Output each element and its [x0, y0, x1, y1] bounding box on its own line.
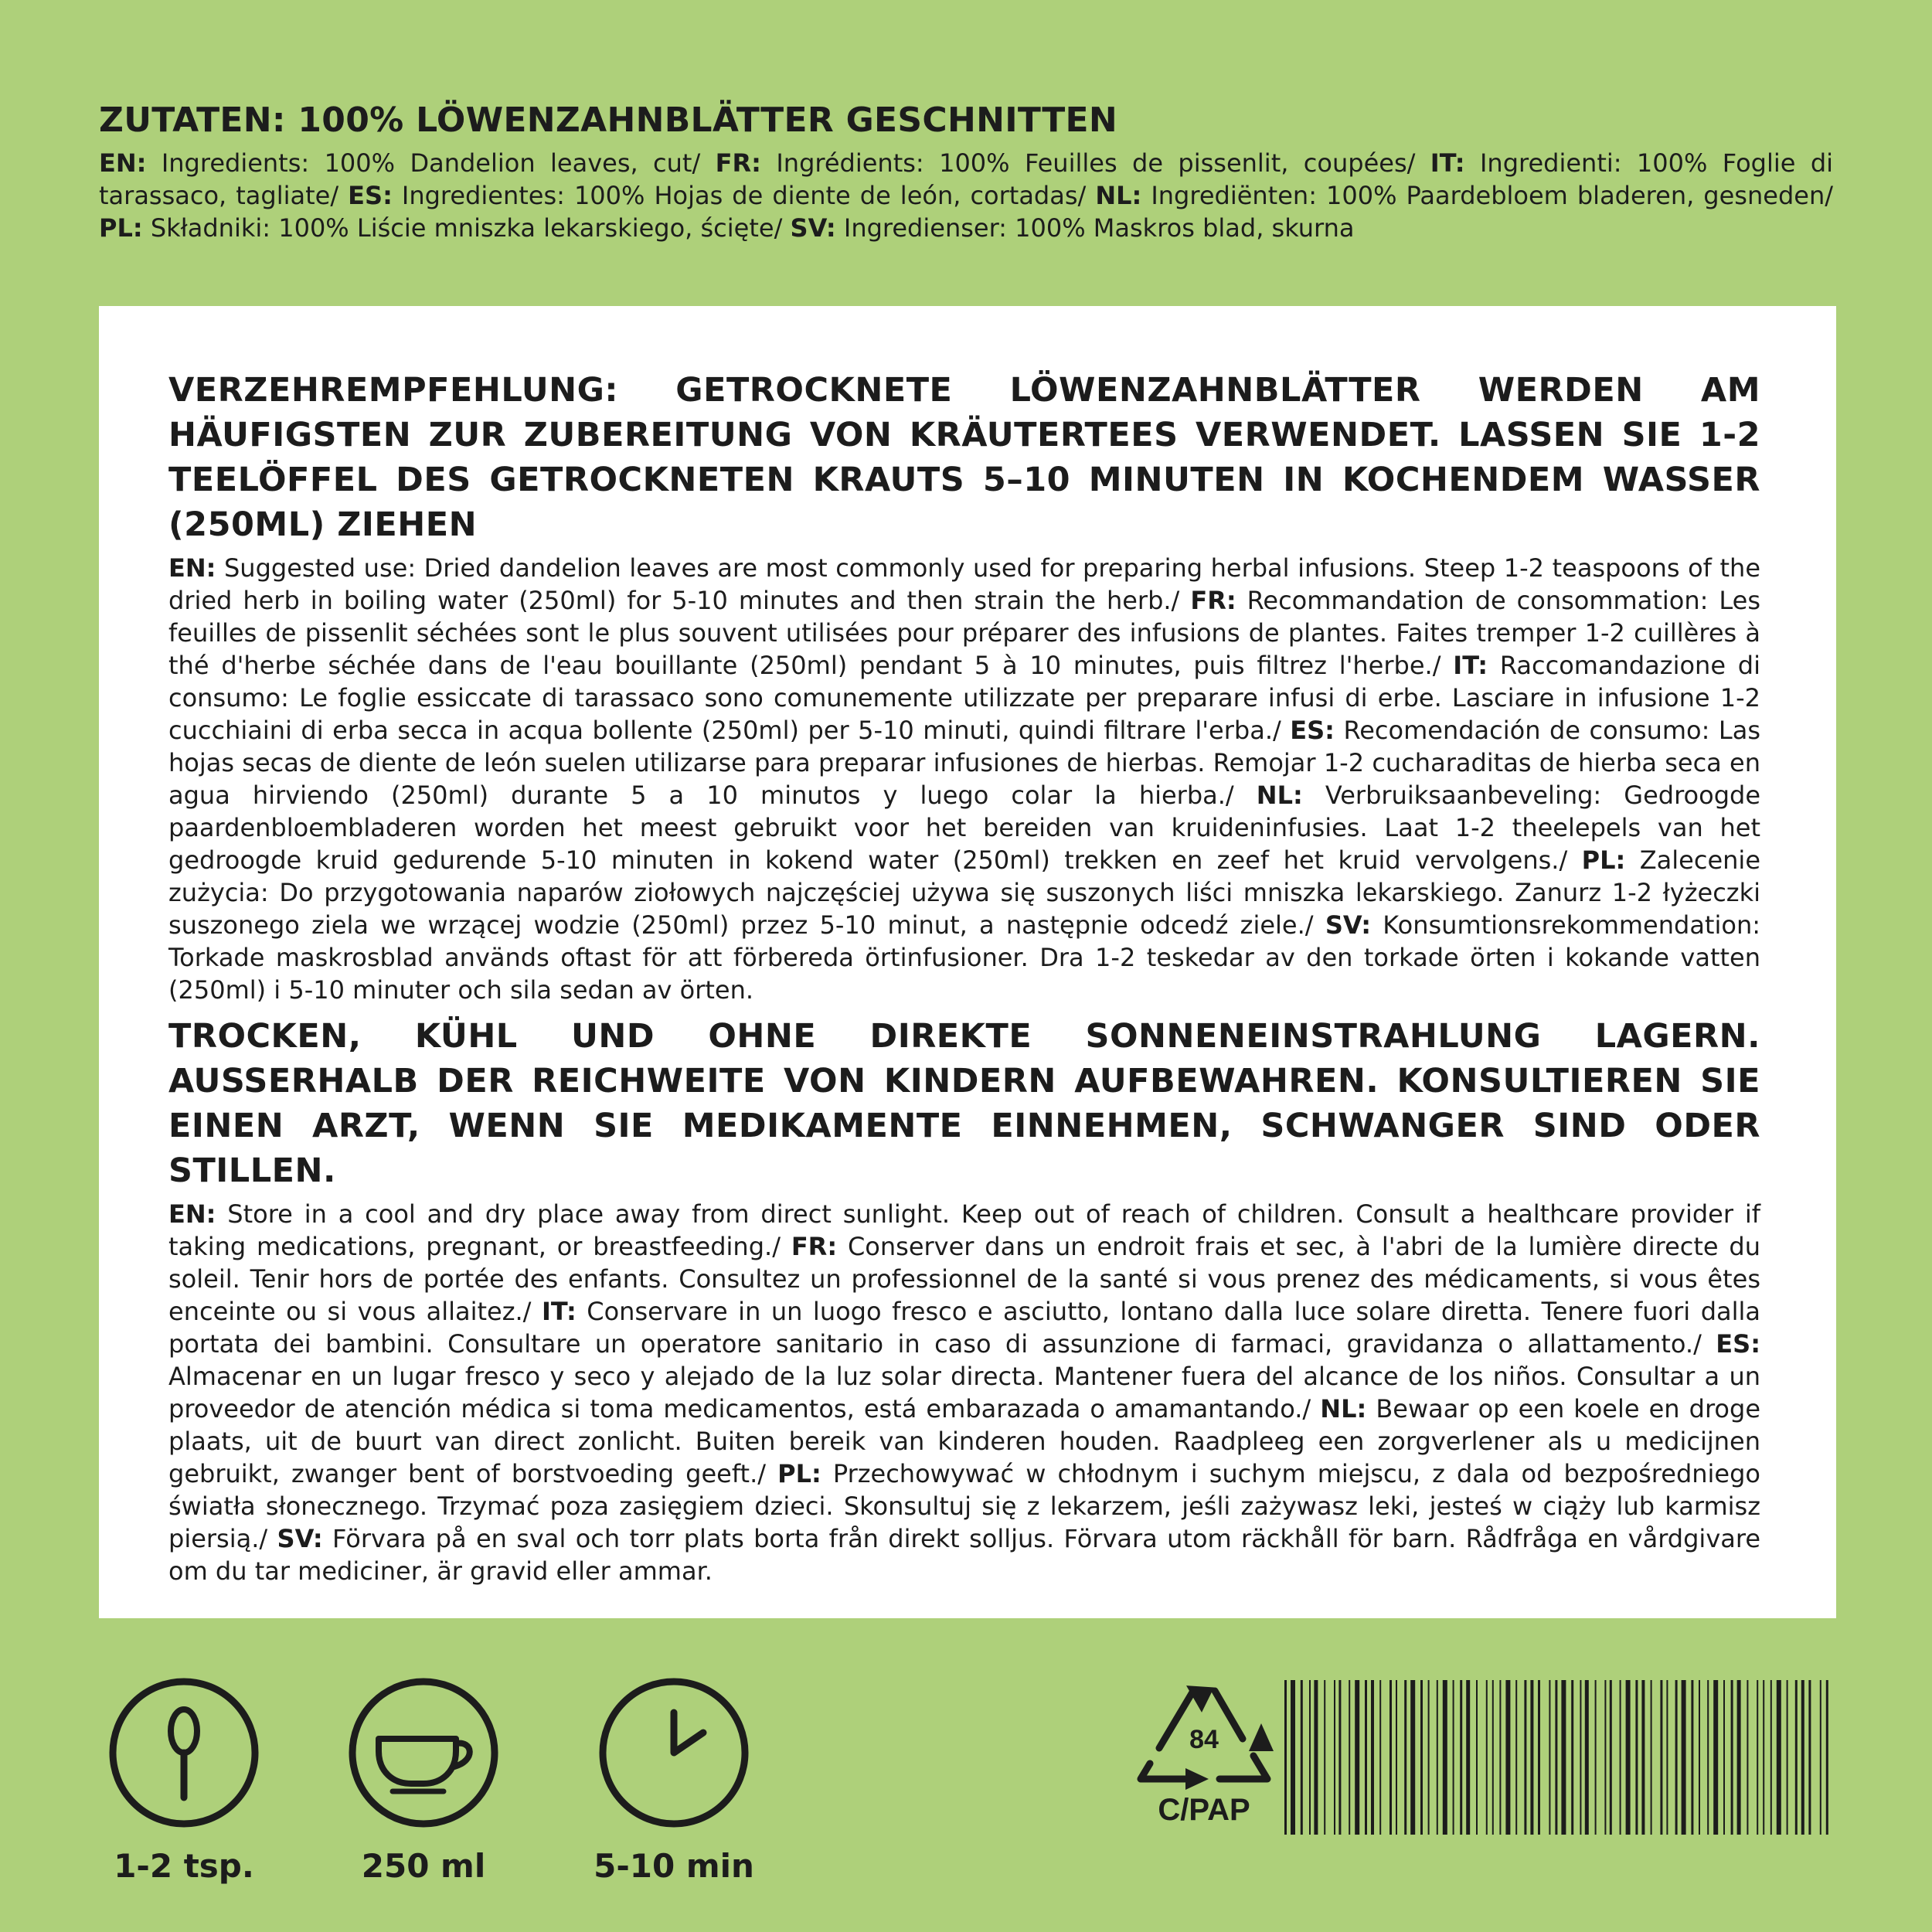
storage-section — [168, 1014, 1760, 1587]
translation-text: Ingredients: 100% Dandelion leaves, cut/ — [146, 148, 716, 178]
barcode-bar — [1777, 1680, 1781, 1835]
translation-text: Ingredienti: 100% Foglie di tarassaco, tagliate/ — [99, 148, 1834, 210]
barcode-bar — [1324, 1680, 1325, 1835]
barcode-bar — [1505, 1680, 1510, 1835]
barcode-bar — [1338, 1680, 1341, 1835]
time-item — [589, 1675, 759, 1885]
barcode-bar — [1595, 1680, 1597, 1835]
barcode-bar — [1420, 1680, 1423, 1835]
barcode-bar — [1610, 1680, 1612, 1835]
language-code: ES: — [1716, 1329, 1760, 1359]
translation-text: Składniki: 100% Liście mniszka lekarskiego, ścięte/ — [142, 213, 791, 243]
translation-text: Raccomandazione di consumo: Le foglie essiccate di tarassaco sono comunemente utilizzate per preparare infusi di erbe. Lasciare in infusione 1-2 cucchiaini di erba secca in acqua bollente (250ml) per 5-10 minuti, quindi filtrare l'erba./ — [168, 651, 1761, 745]
barcode-bar — [1371, 1680, 1374, 1835]
barcode-bar — [1660, 1680, 1662, 1835]
volume-label: 250 ml — [361, 1847, 486, 1885]
storage-title: TROCKEN, KÜHL UND OHNE DIREKTE SONNENEINSTRAHLUNG LAGERN. AUSSERHALB DER REICHWEITE VON KINDERN AUFBEWAHREN. KONSULTIEREN SIE EINEN ARZT, WENN SIE MEDIKAMENTE EINNEHMEN, SCHWANGER SIND ODER STILLEN. — [168, 1017, 1760, 1190]
barcode-bar — [1453, 1680, 1454, 1835]
barcode-bar — [1666, 1680, 1668, 1835]
barcode-bar — [1561, 1680, 1566, 1835]
barcode-bar — [1437, 1680, 1438, 1835]
barcode-bar — [1355, 1680, 1359, 1835]
barcode-bar — [1757, 1680, 1758, 1835]
translation-text: Conserver dans un endroit frais et sec, à l'abri de la lumière directe du soleil. Tenir hors de portée des enfants. Consultez un professionnel de la santé si vous prenez des médicaments, si vous êtes enceinte ou si vous allaitez./ — [168, 1232, 1761, 1326]
translation-text: Suggested use: Dried dandelion leaves are most commonly used for preparing herbal infusions. Steep 1-2 teaspoons of the dried herb in boiling water (250ml) for 5-10 minutes and then strain the herb./ — [168, 553, 1760, 615]
language-code: NL: — [1095, 181, 1142, 210]
barcode-bar — [1713, 1680, 1718, 1835]
language-code: FR: — [1190, 586, 1236, 615]
translation-text: Konsumtionsrekommendation: Torkade maskrosblad används oftast för att förbereda örtinfusioner. Dra 1-2 teskedar av den torkade örten i kokande vatten (250ml) i 5-10 minuter och sila sedan av örten. — [168, 910, 1761, 1005]
time-label: 5-10 min — [594, 1847, 754, 1885]
language-code: PL: — [1581, 845, 1626, 875]
language-code: FR: — [791, 1232, 838, 1261]
barcode-bar — [1820, 1680, 1821, 1835]
barcode-bar — [1379, 1680, 1381, 1835]
barcode-bar — [1795, 1680, 1798, 1835]
barcode-bar — [1309, 1680, 1311, 1835]
recycling-symbol — [1111, 1677, 1297, 1832]
translation-text: Almacenar en un lugar fresco y seco y alejado de la luz solar directa. Mantener fuera del alcance de los niños. Consultar a un proveedor de atención médica si toma medicamentos, está embarazada o amamantando./ — [168, 1362, 1760, 1423]
barcode-bar — [1365, 1680, 1367, 1835]
cup-icon — [346, 1675, 501, 1830]
language-code: ES: — [348, 181, 393, 210]
barcode-bar — [1635, 1680, 1638, 1835]
language-code: EN: — [99, 148, 147, 178]
barcode-bar — [1731, 1680, 1733, 1835]
barcode-bar — [1334, 1680, 1335, 1835]
barcode-bar — [1682, 1680, 1686, 1835]
ingredients-title: ZUTATEN: 100% LÖWENZAHNBLÄTTER GESCHNITTEN — [99, 100, 1118, 140]
ingredients-section — [99, 97, 1833, 244]
barcode-bar — [1626, 1680, 1631, 1835]
language-code: PL: — [99, 213, 143, 243]
barcode-bar — [1770, 1680, 1772, 1835]
translation-text: Ingrediënten: 100% Paardebloem bladeren, gesneden/ — [1141, 181, 1834, 210]
language-code: PL: — [777, 1459, 821, 1488]
barcode-bar — [1604, 1680, 1606, 1835]
storage-translations — [168, 1198, 1760, 1587]
barcode-bar — [1620, 1680, 1621, 1835]
translation-text: Bewaar op een koele en droge plaats, uit de buurt van direct zonlicht. Buiten bereik van kinderen houden. Raadpleeg een zorgverlener als u medicijnen gebruikt, zwanger bent of borstvoeding geeft./ — [168, 1394, 1760, 1488]
translation-text: Förvara på en sval och torr plats borta från direkt solljus. Förvara utom räckhåll för barn. Rådfråga en vårdgivare om du tar mediciner, är gravid eller ammar. — [168, 1524, 1761, 1586]
translation-text: Zalecenie zużycia: Do przygotowania naparów ziołowych najczęściej używa się suszonych liści mniszka lekarskiego. Zanurz 1-2 łyżeczki suszonego ziela we wrzącej wodzie (250ml) przez 5-10 minut, a następnie odcedź ziele./ — [168, 845, 1761, 940]
barcode-bar — [1555, 1680, 1557, 1835]
translation-text: Ingredienser: 100% Maskros blad, skurna — [835, 213, 1355, 243]
barcode-bar — [1314, 1680, 1318, 1835]
recycling-number: 84 — [1189, 1725, 1219, 1754]
barcode-bar — [1691, 1680, 1693, 1835]
barcode-bar — [1549, 1680, 1550, 1835]
barcode-bar — [1530, 1680, 1533, 1835]
translation-text: Ingrédients: 100% Feuilles de pissenlit, coupées/ — [760, 148, 1430, 178]
volume-item — [338, 1675, 509, 1885]
language-code: IT: — [1430, 148, 1465, 178]
barcode-bar — [1585, 1680, 1589, 1835]
barcode-bar — [1349, 1680, 1350, 1835]
barcode-bar — [1801, 1680, 1804, 1835]
barcode-bar — [1787, 1680, 1788, 1835]
barcode-bar — [1524, 1680, 1526, 1835]
barcode-bar — [1515, 1680, 1517, 1835]
barcode-bar — [1763, 1680, 1764, 1835]
language-code: EN: — [168, 553, 216, 583]
recycling-code: C/PAP — [1158, 1793, 1250, 1827]
barcode-bar — [1428, 1680, 1430, 1835]
barcode-bar — [1747, 1680, 1748, 1835]
language-code: EN: — [168, 1199, 216, 1229]
barcode-bar — [1571, 1680, 1573, 1835]
language-code: IT: — [1453, 651, 1488, 680]
barcode-bar — [1826, 1680, 1828, 1835]
barcode-bar — [1580, 1680, 1581, 1835]
usage-section — [168, 368, 1760, 1006]
barcode-bar — [1699, 1680, 1700, 1835]
language-code: NL: — [1320, 1394, 1367, 1423]
barcode-bar — [1707, 1680, 1709, 1835]
barcode-bar — [1284, 1680, 1287, 1835]
barcode-bar — [1737, 1680, 1741, 1835]
barcode-bar — [1476, 1680, 1478, 1835]
language-code: IT: — [541, 1297, 577, 1326]
language-code: FR: — [715, 148, 761, 178]
translation-text: Verbruiksaanbeveling: Gedroogde paardenbloembladeren worden het meest gebruikt voor het bereiden van kruideninfusies. Laat 1-2 theelepels van het gedroogde kruid gedurende 5-10 minuten in kokend water (250ml) trekken en zeef het kruid vervolgens./ — [168, 781, 1761, 875]
barcode-bar — [1492, 1680, 1494, 1835]
usage-translations — [168, 552, 1760, 1006]
ingredients-translations — [99, 147, 1833, 244]
barcode-bar — [1404, 1680, 1406, 1835]
spoon-icon — [107, 1675, 261, 1830]
language-code: SV: — [790, 213, 836, 243]
translation-text: Store in a cool and dry place away from direct sunlight. Keep out of reach of children. Consult a healthcare provider if taking medications, pregnant, or breastfeeding./ — [168, 1199, 1760, 1261]
barcode-bar — [1499, 1680, 1501, 1835]
clock-icon — [597, 1675, 751, 1830]
translation-text: Przechowywać w chłodnym i suchym miejscu, z dala od bezpośredniego światła słonecznego. Trzymać poza zasięgiem dzieci. Skonsultuj się z lekarzem, jeśli zażywasz leki, jesteś w ciąży lub karmisz piersią./ — [168, 1459, 1761, 1553]
barcode-bar — [1389, 1680, 1392, 1835]
barcode-bar — [1641, 1680, 1645, 1835]
barcode-bar — [1723, 1680, 1725, 1835]
barcode-bar — [1396, 1680, 1397, 1835]
barcode-bar — [1301, 1680, 1303, 1835]
dosage-item — [99, 1675, 269, 1885]
barcode-bar — [1443, 1680, 1447, 1835]
translation-text: Ingredientes: 100% Hojas de diente de león, cortadas/ — [392, 181, 1096, 210]
barcode-bar — [1538, 1680, 1540, 1835]
barcode-bar — [1486, 1680, 1488, 1835]
language-code: SV: — [1325, 910, 1371, 940]
barcode-bar — [1808, 1680, 1811, 1835]
barcode-bar — [1651, 1680, 1652, 1835]
barcode-bar — [1675, 1680, 1678, 1835]
barcode-bar — [1291, 1680, 1295, 1835]
barcode-bar — [1410, 1680, 1415, 1835]
language-code: NL: — [1256, 781, 1303, 810]
language-code: SV: — [277, 1524, 323, 1553]
usage-title: VERZEHREMPFEHLUNG: GETROCKNETE LÖWENZAHNBLÄTTER WERDEN AM HÄUFIGSTEN ZUR ZUBEREITUNG VON KRÄUTERTEES VERWENDET. LASSEN SIE 1-2 TEELÖFFEL DES GETROCKNETEN KRAUTS 5–10 MINUTEN IN KOCHENDEM WASSER (250ML) ZIEHEN — [168, 371, 1760, 544]
translation-text: Recommandation de consommation: Les feuilles de pissenlit séchées sont le plus souvent utilisées pour préparer des infusions de plantes. Faites tremper 1-2 cuillères à thé d'herbe séchée dans de l'eau bouillante (250ml) pendant 5 à 10 minutes, puis filtrez l'herbe./ — [168, 586, 1761, 680]
language-code: ES: — [1290, 716, 1335, 745]
translation-text: Recomendación de consumo: Las hojas secas de diente de león suelen utilizarse para preparar infusiones de hierbas. Remojar 1-2 cucharaditas de hierba seca en agua hirviendo (250ml) durante 5 a 10 minutos y luego colar la hierba./ — [168, 716, 1761, 810]
barcode-bar — [1466, 1680, 1470, 1835]
barcode-bar — [1460, 1680, 1462, 1835]
translation-text: Conservare in un luogo fresco e asciutto, lontano dalla luce solare diretta. Tenere fuori dalla portata dei bambini. Consultare un operatore sanitario in caso di assunzione di farmaci, gravidanza o allattamento./ — [168, 1297, 1761, 1359]
barcode-icon — [1284, 1680, 1833, 1835]
dosage-label: 1-2 tsp. — [114, 1847, 254, 1885]
